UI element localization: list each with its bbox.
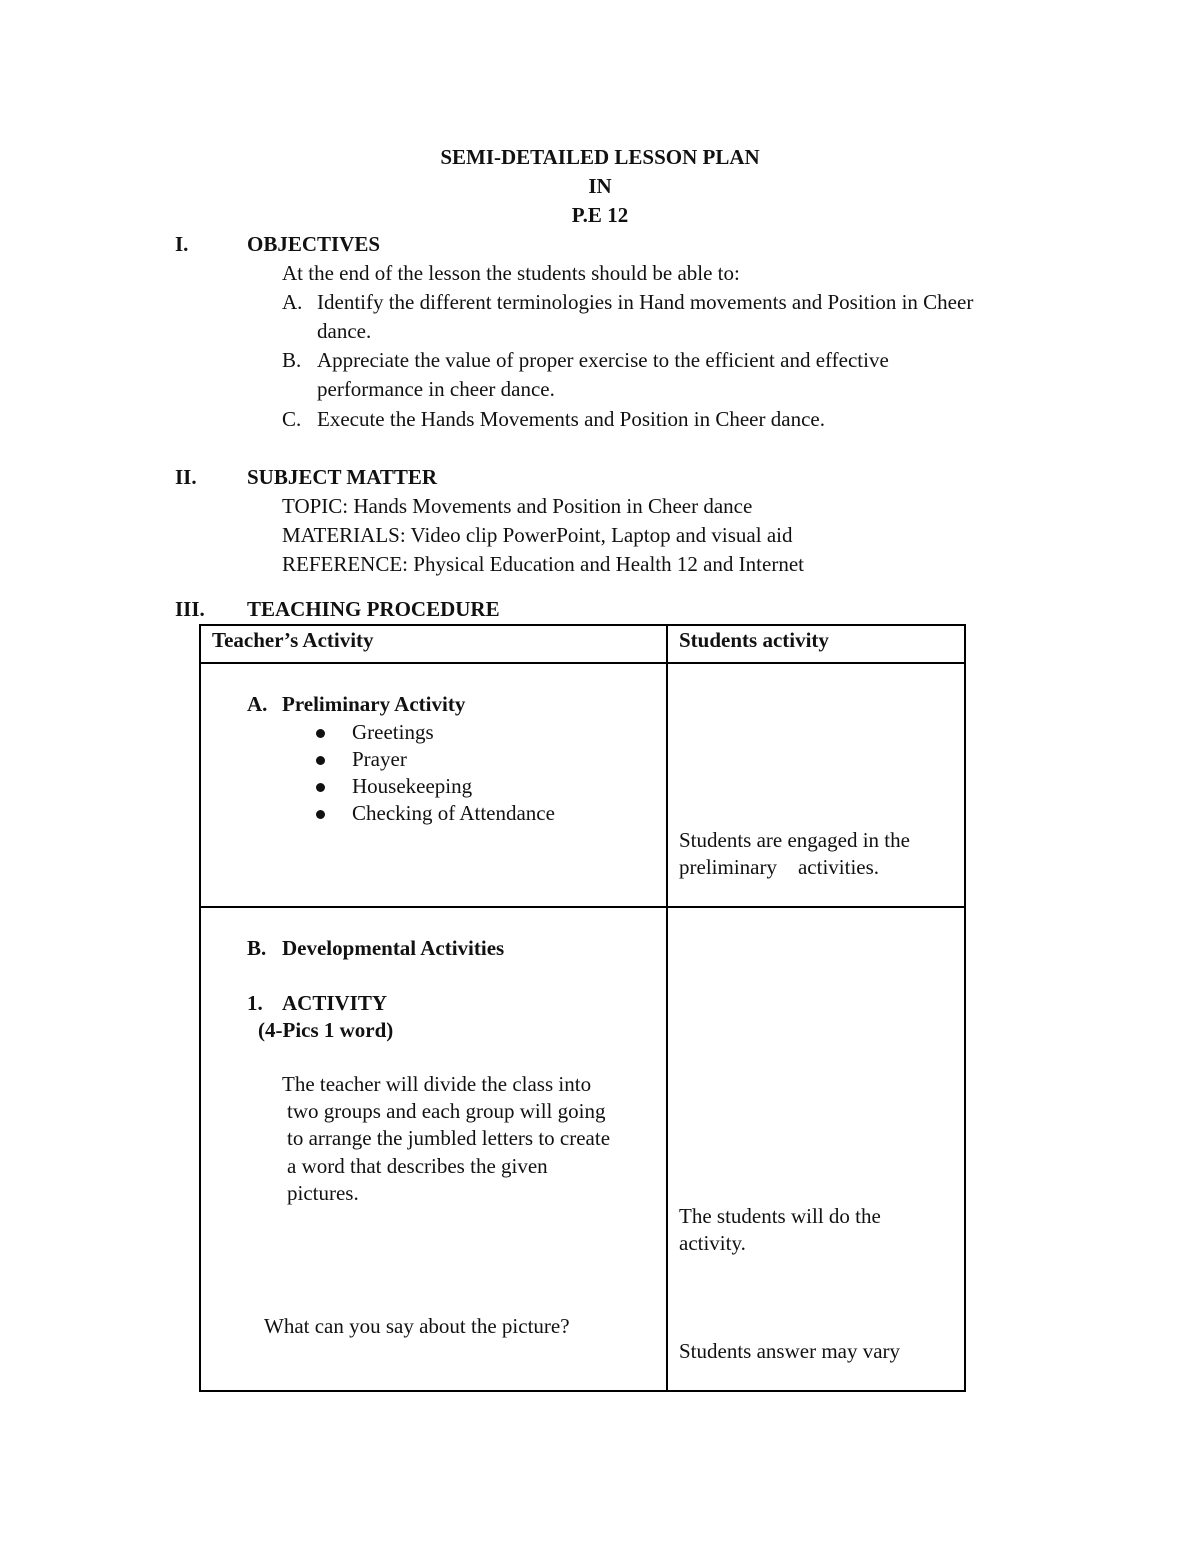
document-title: SEMI-DETAILED LESSON PLAN	[440, 145, 760, 169]
preliminary-student-activity: Students are engaged in the	[679, 828, 910, 852]
subject-matter-heading: SUBJECT MATTER	[247, 465, 438, 489]
table-column-divider	[666, 624, 668, 1392]
subject-materials: MATERIALS: Video clip PowerPoint, Laptop and visual aid	[282, 523, 793, 547]
activity-description: to arrange the jumbled letters to create	[287, 1126, 611, 1150]
preliminary-item: Prayer	[352, 747, 407, 771]
preliminary-item: Housekeeping	[352, 774, 473, 798]
objective-b-text-cont: performance in cheer dance.	[317, 377, 555, 401]
developmental-letter: B.	[247, 936, 267, 960]
subject-topic: TOPIC: Hands Movements and Position in Cheer dance	[282, 494, 753, 518]
objective-b-text: Appreciate the value of proper exercise to the efficient and effective	[317, 348, 889, 372]
objective-letter-c: C.	[282, 407, 302, 431]
activity-title: ACTIVITY	[282, 991, 388, 1015]
student-answer: Students answer may vary	[679, 1339, 901, 1363]
procedure-numeral: III.	[175, 597, 205, 621]
table-border-bottom	[199, 1390, 966, 1392]
table-border-left	[199, 624, 201, 1392]
activity-number: 1.	[247, 991, 263, 1015]
preliminary-title: Preliminary Activity	[282, 692, 466, 716]
subject-reference: REFERENCE: Physical Education and Health 12 and Internet	[282, 552, 804, 576]
teacher-question: What can you say about the picture?	[264, 1314, 570, 1338]
activity-description: pictures.	[287, 1181, 359, 1205]
bullet-icon	[316, 810, 325, 819]
procedure-heading: TEACHING PROCEDURE	[247, 597, 500, 621]
table-border-right	[964, 624, 966, 1392]
column-header-students: Students activity	[679, 628, 829, 652]
table-header-divider	[199, 662, 966, 664]
activity-description: The teacher will divide the class into	[282, 1072, 592, 1096]
bullet-icon	[316, 729, 325, 738]
activity-description: a word that describes the given	[287, 1154, 548, 1178]
developmental-student-activity: The students will do the	[679, 1204, 881, 1228]
activity-description: two groups and each group will going	[287, 1099, 606, 1123]
activity-subtitle: (4-Pics 1 word)	[258, 1018, 394, 1042]
table-row-divider	[199, 906, 966, 908]
preliminary-item: Checking of Attendance	[352, 801, 555, 825]
developmental-student-activity-cont: activity.	[679, 1231, 746, 1255]
document-title-in: IN	[588, 174, 612, 198]
objective-a-text: Identify the different terminologies in Hand movements and Position in Cheer	[317, 290, 974, 314]
bullet-icon	[316, 756, 325, 765]
objective-letter-b: B.	[282, 348, 302, 372]
preliminary-student-activity-cont: preliminary activities.	[679, 855, 880, 879]
preliminary-item: Greetings	[352, 720, 434, 744]
developmental-title: Developmental Activities	[282, 936, 505, 960]
document-subject: P.E 12	[571, 203, 629, 227]
objective-a-text-cont: dance.	[317, 319, 372, 343]
bullet-icon	[316, 783, 325, 792]
subject-matter-numeral: II.	[175, 465, 197, 489]
preliminary-letter: A.	[247, 692, 268, 716]
objectives-heading: OBJECTIVES	[247, 232, 381, 256]
table-border-top	[199, 624, 966, 626]
objective-letter-a: A.	[282, 290, 303, 314]
objectives-intro: At the end of the lesson the students should be able to:	[282, 261, 740, 285]
objectives-numeral: I.	[175, 232, 189, 256]
column-header-teacher: Teacher’s Activity	[212, 628, 374, 652]
objective-c-text: Execute the Hands Movements and Position in Cheer dance.	[317, 407, 825, 431]
